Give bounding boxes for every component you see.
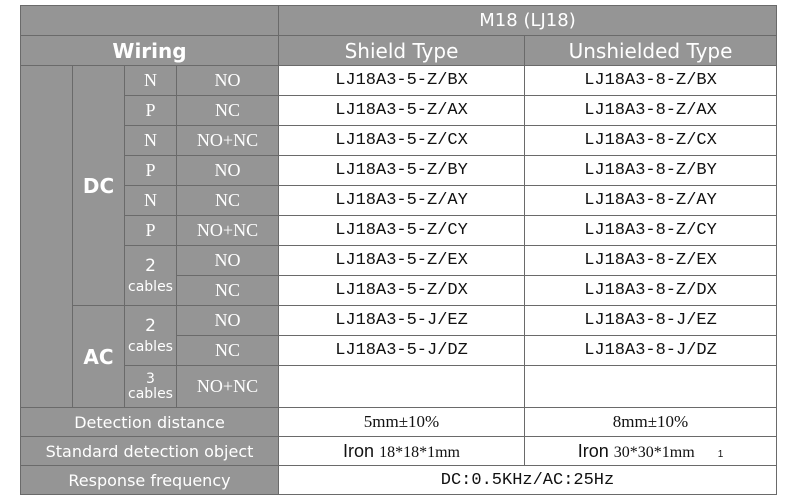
output-type: NC bbox=[177, 336, 279, 366]
detection-distance-unshield: 8mm±10% bbox=[525, 408, 777, 437]
dc-two-cables-label bbox=[125, 246, 177, 306]
pnp-letter-1: P bbox=[125, 156, 177, 186]
shield-type-header: Shield Type bbox=[279, 36, 525, 66]
standard-object-shield bbox=[279, 437, 525, 466]
header-row-types bbox=[21, 36, 777, 66]
table-row bbox=[21, 366, 777, 408]
output-type: NC bbox=[177, 276, 279, 306]
unshield-model: LJ18A3-8-Z/DX bbox=[525, 276, 777, 306]
ac-two-cables-label bbox=[125, 306, 177, 366]
detection-distance-shield: 5mm±10% bbox=[279, 408, 525, 437]
shield-model: LJ18A3-5-Z/DX bbox=[279, 276, 525, 306]
standard-object-unshield bbox=[525, 437, 777, 466]
model-title: M18 (LJ18) bbox=[279, 6, 777, 36]
unshield-model: LJ18A3-8-Z/AY bbox=[525, 186, 777, 216]
object-material: Iron bbox=[343, 440, 375, 461]
table-row bbox=[21, 156, 777, 186]
object-size: 30*30*1mm bbox=[613, 443, 695, 461]
npn-letter-1: N bbox=[125, 66, 177, 96]
table-row bbox=[21, 66, 777, 96]
unshield-model: LJ18A3-8-Z/CY bbox=[525, 216, 777, 246]
shield-model: LJ18A3-5-J/EZ bbox=[279, 306, 525, 336]
unshield-model: LJ18A3-8-J/DZ bbox=[525, 336, 777, 366]
shield-model: LJ18A3-5-Z/BX bbox=[279, 66, 525, 96]
response-frequency-row bbox=[21, 466, 777, 495]
shield-model: LJ18A3-5-Z/CY bbox=[279, 216, 525, 246]
unshield-model bbox=[525, 366, 777, 408]
response-frequency-label: Response frequency bbox=[21, 466, 279, 495]
shield-model: LJ18A3-5-Z/AY bbox=[279, 186, 525, 216]
table-row bbox=[21, 306, 777, 336]
shield-model: LJ18A3-5-Z/CX bbox=[279, 126, 525, 156]
shield-model: LJ18A3-5-J/DZ bbox=[279, 336, 525, 366]
unshield-model: LJ18A3-8-Z/AX bbox=[525, 96, 777, 126]
output-type: NO bbox=[177, 156, 279, 186]
unshield-model: LJ18A3-8-J/EZ bbox=[525, 306, 777, 336]
shield-model: LJ18A3-5-Z/AX bbox=[279, 96, 525, 126]
three-count: 3 bbox=[146, 370, 155, 387]
output-type: NO bbox=[177, 246, 279, 276]
stray-mark: 1 bbox=[717, 448, 724, 460]
cables-word: cables bbox=[128, 385, 173, 402]
wiring-outer-blank bbox=[21, 66, 73, 408]
object-size: 18*18*1mm bbox=[379, 443, 460, 461]
response-frequency-value: DC:0.5KHz/AC:25Hz bbox=[279, 466, 777, 495]
unshield-model: LJ18A3-8-Z/EX bbox=[525, 246, 777, 276]
npn-letter-2: P bbox=[125, 96, 177, 126]
table-row bbox=[21, 216, 777, 246]
detection-distance-row bbox=[21, 408, 777, 437]
output-type: NC bbox=[177, 96, 279, 126]
pnp-letter-2: N bbox=[125, 186, 177, 216]
header-blank-cell bbox=[21, 6, 279, 36]
shield-model: LJ18A3-5-Z/EX bbox=[279, 246, 525, 276]
cables-word: cables bbox=[128, 338, 173, 355]
header-row-model bbox=[21, 6, 777, 36]
cables-word: cables bbox=[128, 278, 173, 295]
standard-object-row bbox=[21, 437, 777, 466]
table-row bbox=[21, 186, 777, 216]
output-type: NC bbox=[177, 186, 279, 216]
standard-object-label: Standard detection object bbox=[21, 437, 279, 466]
output-type: NO+NC bbox=[177, 366, 279, 408]
pnp-letter-3: P bbox=[125, 216, 177, 246]
two-count: 2 bbox=[145, 255, 156, 276]
wiring-header: Wiring bbox=[21, 36, 279, 66]
unshield-model: LJ18A3-8-Z/BX bbox=[525, 66, 777, 96]
output-type: NO bbox=[177, 306, 279, 336]
unshield-model: LJ18A3-8-Z/BY bbox=[525, 156, 777, 186]
output-type: NO+NC bbox=[177, 216, 279, 246]
ac-three-cables-label bbox=[125, 366, 177, 408]
two-count: 2 bbox=[145, 315, 156, 336]
npn-letter-3: N bbox=[125, 126, 177, 156]
shield-model: LJ18A3-5-Z/BY bbox=[279, 156, 525, 186]
unshielded-type-header: Unshielded Type bbox=[525, 36, 777, 66]
table-row bbox=[21, 96, 777, 126]
table-row bbox=[21, 246, 777, 276]
dc-group-label: DC bbox=[73, 66, 125, 306]
table-row bbox=[21, 126, 777, 156]
output-type: NO+NC bbox=[177, 126, 279, 156]
spec-table bbox=[20, 5, 777, 495]
shield-model bbox=[279, 366, 525, 408]
unshield-model: LJ18A3-8-Z/CX bbox=[525, 126, 777, 156]
object-material: Iron bbox=[577, 440, 609, 461]
output-type: NO bbox=[177, 66, 279, 96]
ac-group-label: AC bbox=[73, 306, 125, 408]
detection-distance-label: Detection distance bbox=[21, 408, 279, 437]
